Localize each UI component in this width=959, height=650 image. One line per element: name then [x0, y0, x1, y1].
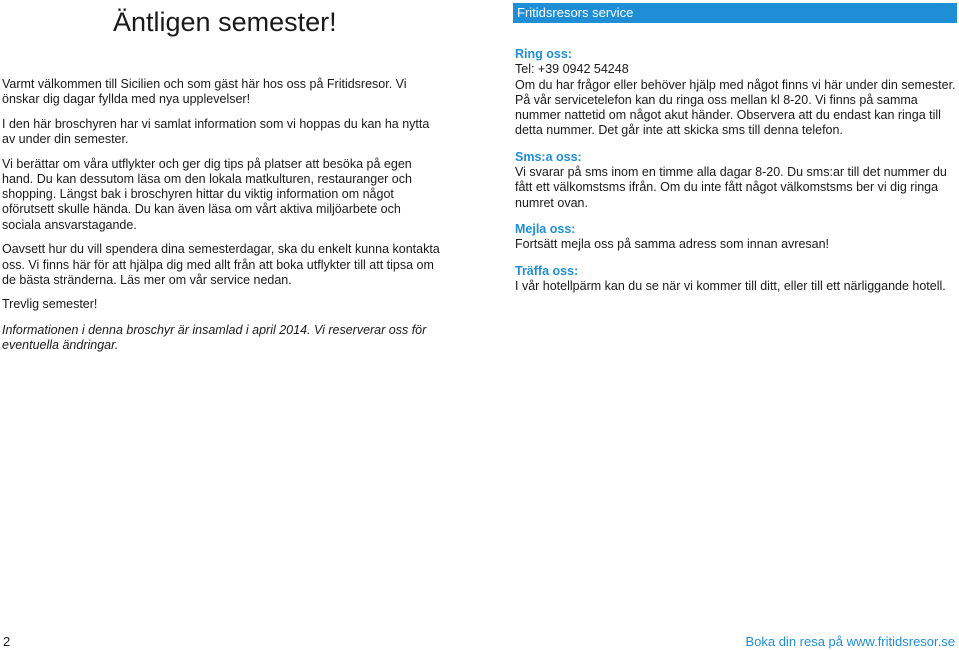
intro-paragraph-tips: Vi berättar om våra utflykter och ger dig tips på platser att besöka på egen hand. Du kan dessutom läsa om den lokala matkulturen, restauranger och shopping. Längst bak i broschyren hittar du viktig information om något oförutsett skulle hända. Du kan även läsa om vårt aktiva miljöarbete och sociala ansvarstagande. [2, 156, 412, 232]
service-section-email [515, 222, 957, 253]
service-body-email: Fortsätt mejla oss på samma adress som innan avresan! [515, 237, 830, 252]
service-title-meet: Träffa oss: [515, 263, 579, 278]
service-body-meet: I vår hotellpärm kan du se när vi kommer till ditt, eller till ett närliggande hotell. [515, 278, 946, 293]
intro-paragraph-contact: Oavsett hur du vill spendera dina semesterdagar, ska du enkelt kunna kontakta oss. Vi finns här för att hjälpa dig med allt från att boka utflykter till att tipsa om de bästa stränderna. Läs mer om vår service nedan. [2, 242, 440, 287]
service-sections [513, 47, 957, 294]
service-body-phone: Tel: +39 0942 54248 Om du har frågor eller behöver hjälp med något finns vi här under din semester. På vår servicetelefon kan du ringa oss mellan kl 8-20. Vi finns på samma nummer nattetid om något akut händer. Observera att du endast kan ringa till detta nummer. Det går inte att skicka sms till denna telefon. [515, 62, 956, 138]
page-footer [0, 633, 959, 650]
service-body-sms: Vi svarar på sms inom en timme alla dagar 8-20. Du sms:ar till det nummer du fått ett välkomstsms ifrån. Om du inte fått något välkomstsms ber vi dig ringa numret ovan. [515, 165, 947, 210]
service-title-phone: Ring oss: [515, 47, 572, 61]
service-header: Fritidsresors service [513, 3, 957, 23]
intro-paragraph-welcome: Varmt välkommen till Sicilien och som gäst här hos oss på Fritidsresor. Vi önskar dig dagar fyllda med nya upplevelser! [2, 77, 407, 107]
booking-link[interactable]: Boka din resa på www.fritidsresor.se [745, 634, 955, 649]
intro-text [2, 77, 442, 363]
closing-greeting: Trevlig semester! [2, 297, 98, 312]
intro-paragraph-brochure: I den här broschyren har vi samlat information som vi hoppas du kan ha nytta av under din semester. [2, 116, 430, 147]
service-section-meet [515, 264, 957, 295]
service-title-sms: Sms:a oss: [515, 149, 582, 164]
page-number: 2 [3, 634, 11, 649]
service-section-phone [515, 47, 957, 139]
page-title: Äntligen semester! [113, 7, 337, 37]
service-title-email: Mejla oss: [515, 221, 576, 236]
service-column [513, 3, 957, 305]
service-section-sms [515, 150, 957, 211]
disclaimer-notice: Informationen i denna broschyr är insamlad i april 2014. Vi reserverar oss för eventuella ändringar. [2, 322, 427, 352]
